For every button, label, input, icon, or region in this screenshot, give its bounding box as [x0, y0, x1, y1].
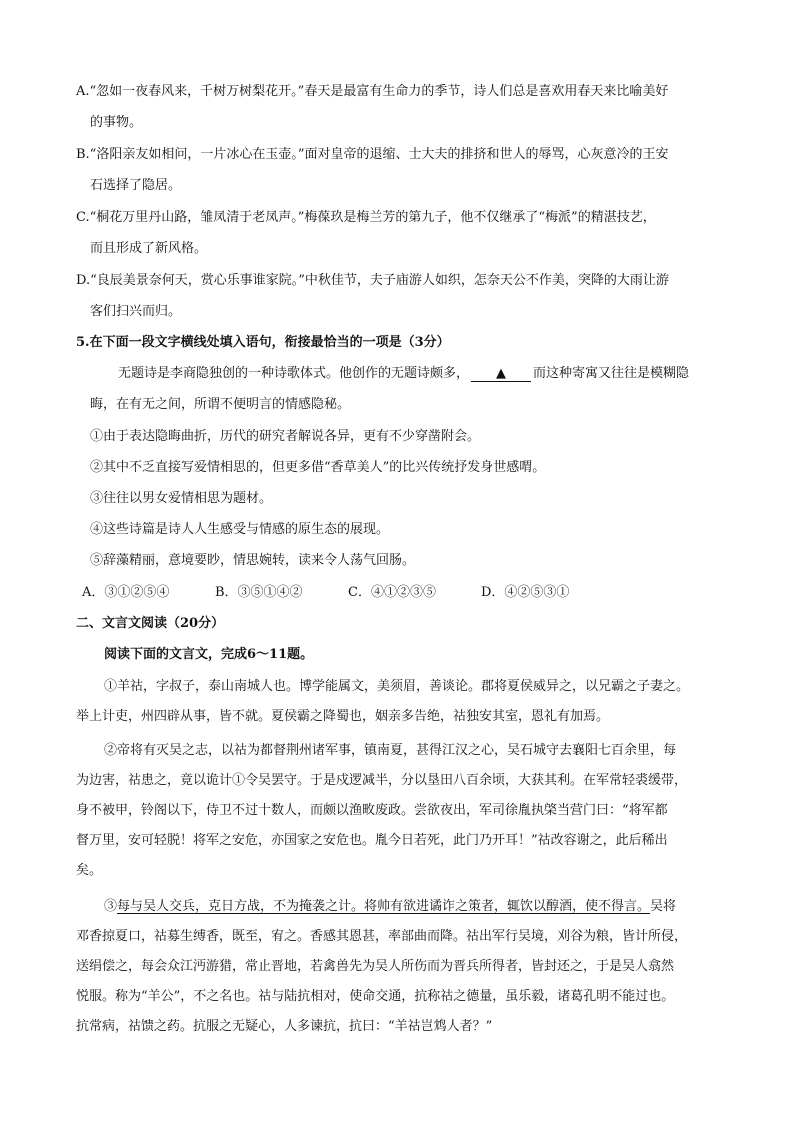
q4-option-b-line1: B.“洛阳亲友如相问，一片冰心在玉壶。”面对皇帝的退缩、士大夫的排挤和世人的辱骂，心灰意冷的王安 [76, 147, 669, 162]
q4-option-a-line2: 的事物。 [90, 115, 143, 130]
section-heading: 二、文言文阅读（20分） [76, 616, 225, 631]
paragraph-3-number: ③ [104, 899, 118, 914]
q4-option-b-line2: 石选择了隐居。 [90, 178, 182, 193]
q4-option-d-line2: 客们扫兴而归。 [90, 304, 182, 319]
q4-option-c-line1: C.“桐花万里丹山路，雏凤清于老凤声。”梅葆玖是梅兰芳的第九子，他不仅继承了“梅派”的精湛技艺， [76, 210, 656, 225]
q4-option-d-line1: D.“良辰美景奈何天，赏心乐事谁家院。”中秋佳节，夫子庙游人如织，怎奈天公不作美，突降的大雨让游 [76, 273, 669, 288]
q5-sentence-4: ④这些诗篇是诗人人生感受与情感的原生态的展现。 [90, 522, 390, 537]
paragraph-2-line5: 矣。 [76, 863, 103, 878]
paragraph-1-line1: ①羊祜，字叔子，泰山南城人也。博学能属文，美须眉，善谈论。郡将夏侯威异之，以兄霸之子妻之。 [104, 679, 690, 694]
paragraph-3-line2: 邓香掠夏口，祜募生缚香，既至，宥之。香感其恩甚，率部曲而降。祜出军行吴境，刈谷为粮，皆计所侵， [76, 929, 688, 944]
q5-passage-line1 [118, 365, 689, 383]
q5-title: 5.在下面一段文字横线处填入语句，衔接最恰当的一项是（3分） [76, 335, 450, 350]
q4-option-c-line2: 而且形成了新风格。 [90, 241, 208, 256]
q5-option-c: C．④①②③⑤ [348, 585, 436, 600]
q5-passage-line2: 晦，在有无之间，所谓不便明言的情感隐秘。 [90, 397, 351, 412]
paragraph-2-line3: 身不被甲，铃阁以下，侍卫不过十数人，而颇以渔畋废政。尝欲夜出，军司徐胤执棨当营门曰：“将军都 [76, 803, 668, 818]
paragraph-3-line3: 送绢偿之，每会众江沔游猎，常止晋地，若禽兽先为吴人所伤而为晋兵所得者，皆封还之，于是吴人翕然 [76, 959, 675, 974]
paragraph-1-line2: 举上计吏，州四辟从事，皆不就。夏侯霸之降蜀也，姻亲多告绝，祜独安其室，恩礼有加焉。 [76, 709, 610, 724]
q5-sentence-3: ③往往以男女爱情相思为题材。 [90, 491, 273, 506]
q5-sentence-2: ②其中不乏直接写爱情相思的，但更多借“香草美人”的比兴传统抒发身世感喟。 [90, 460, 546, 475]
section-instruction: 阅读下面的文言文，完成6～11题。 [104, 647, 314, 662]
q5-passage-part1: 无题诗是李商隐独创的一种诗歌体式。他创作的无题诗颇多， [118, 366, 470, 381]
paragraph-3-line1 [104, 898, 676, 916]
q5-sentence-1: ①由于表达隐晦曲折，历代的研究者解说各异，更有不少穿凿附会。 [90, 429, 481, 444]
paragraph-2-line1: ②帝将有灭吴之志，以祜为都督荆州诸军事，镇南夏，甚得江汉之心，吴石城守去襄阳七百余里，每 [104, 743, 677, 758]
q5-option-d: D．④②⑤③① [481, 585, 570, 600]
paragraph-2-line2: 为边害，祜患之，竟以诡计①令吴罢守。于是戍逻减半，分以垦田八百余顷，大获其利。在军常轻裘缓带， [76, 773, 688, 788]
fill-in-blank [471, 367, 531, 382]
paragraph-3-line5: 抗常病，祜馈之药。抗服之无疑心，人多谏抗，抗曰：“羊祜岂鸩人者？” [76, 1019, 493, 1034]
paragraph-3-line1-tail: 吴将 [650, 899, 677, 914]
paragraph-2-line4: 督万里，安可轻脱！将军之安危，亦国家之安危也。胤今日若死，此门乃开耳！”祜改容谢之，此后稀出 [76, 833, 668, 848]
q5-passage-part2: 而这种寄寓又往往是模糊隐 [533, 366, 690, 381]
q5-sentence-5: ⑤辞藻精丽，意境要眇，情思婉转，读来令人荡气回肠。 [90, 553, 416, 568]
triangle-icon: ▲ [496, 366, 507, 381]
q4-option-a-line1: A.“忽如一夜春风来，千树万树梨花开。”春天是最富有生命力的季节，诗人们总是喜欢用春天来比喻美好 [76, 84, 669, 99]
q5-option-a: A．③①②⑤④ [82, 585, 170, 600]
underlined-sentence: 每与吴人交兵，克日方战，不为掩袭之计。将帅有欲进谲诈之策者，辄饮以醇酒，使不得言。 [117, 899, 651, 914]
q5-option-b: B．③⑤①④② [215, 585, 303, 600]
paragraph-3-line4: 悦服。称为“羊公”，不之名也。祜与陆抗相对，使命交通，抗称祜之德量，虽乐毅，诸葛孔明不能过也。 [76, 989, 675, 1004]
